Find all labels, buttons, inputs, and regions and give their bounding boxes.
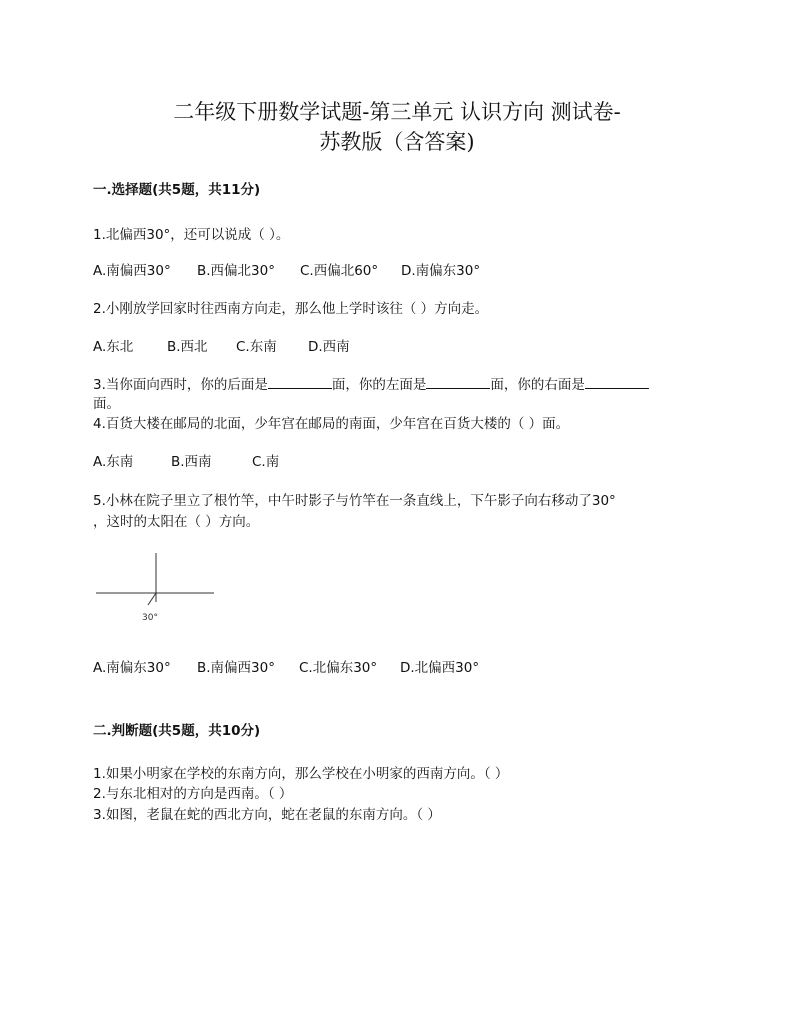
option-b: B.西南: [171, 454, 212, 470]
option-d: D.北偏西30°: [400, 660, 480, 676]
angle-label: 30°: [142, 613, 158, 623]
option-c: C.东南: [236, 339, 277, 355]
page-title-line2: 苏教版（含答案): [319, 130, 475, 154]
option-a: A.东北: [93, 339, 134, 355]
page-title-line1: 二年级下册数学试题-第三单元 认识方向 测试卷-: [173, 100, 621, 124]
bamboo-shadow-figure: [96, 553, 216, 628]
question-5-options: [93, 659, 479, 677]
option-b: B.西偏北30°: [197, 263, 275, 279]
shadow-line: [148, 593, 156, 605]
option-b: B.南偏西30°: [197, 660, 275, 676]
answer-blank: [426, 376, 490, 389]
question-2-options: [93, 338, 350, 356]
question-1-options: [93, 262, 480, 280]
judgement-2-text: 2.与东北相对的方向是西南。（ ）: [93, 786, 293, 802]
option-c: C.北偏东30°: [299, 660, 378, 676]
judgement-3-text: 3.如图，老鼠在蛇的西北方向，蛇在老鼠的东南方向。（ ）: [93, 807, 441, 823]
question-3-text: 3.当你面向西时，你的后面是 面，你的左面是 面，你的右面是: [93, 376, 649, 394]
option-b: B.西北: [167, 339, 208, 355]
option-a: A.东南: [93, 454, 134, 470]
question-1-text: 1.北偏西30°，还可以说成（ ）。: [93, 227, 290, 243]
section-heading-choice: 一.选择题(共5题，共11分): [93, 182, 261, 198]
question-3-tail: 面。: [93, 396, 120, 412]
answer-blank: [268, 376, 332, 389]
question-5-text-line1: 5.小林在院子里立了根竹竿，中午时影子与竹竿在一条直线上，下午影子向右移动了30°: [93, 493, 616, 509]
question-4-text: 4.百货大楼在邮局的北面，少年宫在邮局的南面，少年宫在百货大楼的（ ）面。: [93, 416, 570, 432]
option-a: A.南偏西30°: [93, 263, 171, 279]
section-heading-judgement: 二.判断题(共5题，共10分): [93, 723, 261, 739]
question-4-options: [93, 453, 279, 471]
option-a: A.南偏东30°: [93, 660, 171, 676]
judgement-1-text: 1.如果小明家在学校的东南方向，那么学校在小明家的西南方向。（ ）: [93, 766, 509, 782]
option-c: C.西偏北60°: [300, 263, 379, 279]
question-5-text-line2: ，这时的太阳在（ ）方向。: [93, 514, 260, 530]
option-d: D.南偏东30°: [401, 263, 481, 279]
question-2-text: 2.小刚放学回家时往西南方向走，那么他上学时该往（ ）方向走。: [93, 301, 489, 317]
option-d: D.西南: [308, 339, 350, 355]
option-c: C.南: [252, 454, 280, 470]
answer-blank: [585, 376, 649, 389]
